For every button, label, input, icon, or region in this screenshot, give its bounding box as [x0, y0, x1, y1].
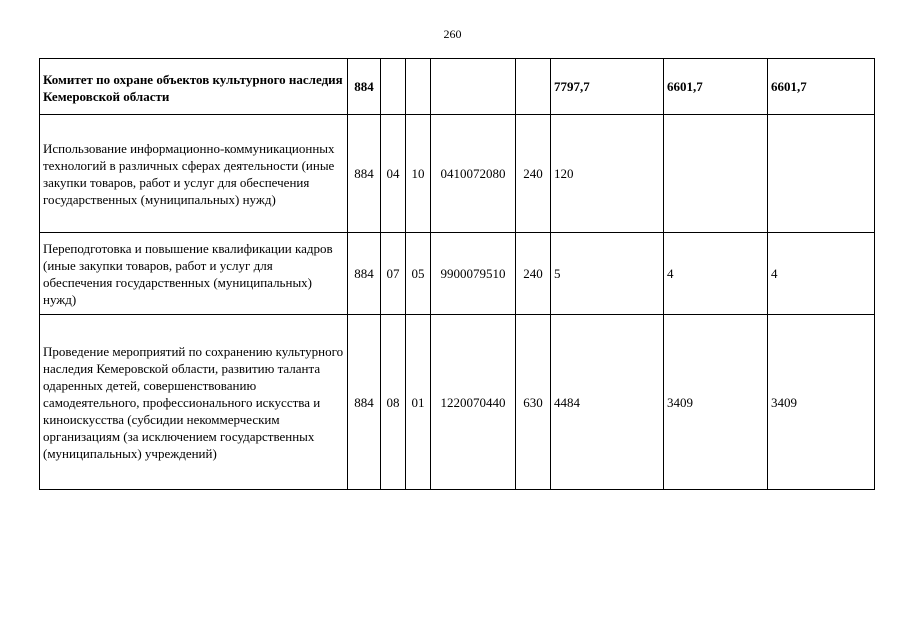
amount-year-1: 7797,7: [551, 59, 664, 115]
amount-year-1: 120: [551, 115, 664, 233]
subsection-code: [406, 59, 431, 115]
amount-year-3: 4: [768, 233, 875, 315]
expense-code: 240: [516, 115, 551, 233]
budget-table: [39, 58, 875, 490]
amount-year-3: 3409: [768, 315, 875, 490]
target-code: 0410072080: [431, 115, 516, 233]
dept-code: 884: [348, 59, 381, 115]
target-code: [431, 59, 516, 115]
expense-code: 240: [516, 233, 551, 315]
dept-code: 884: [348, 233, 381, 315]
subsection-code: 01: [406, 315, 431, 490]
amount-year-1: 5: [551, 233, 664, 315]
amount-year-2: [664, 115, 768, 233]
dept-code: 884: [348, 115, 381, 233]
table-row: [40, 233, 875, 315]
row-name: Переподготовка и повышение квалификации кадров (иные закупки товаров, работ и услуг для обеспечения государственных (муниципальных) нужд): [40, 233, 348, 315]
expense-code: [516, 59, 551, 115]
amount-year-2: 3409: [664, 315, 768, 490]
amount-year-3: [768, 115, 875, 233]
amount-year-2: 4: [664, 233, 768, 315]
table-row: [40, 59, 875, 115]
target-code: 1220070440: [431, 315, 516, 490]
dept-code: 884: [348, 315, 381, 490]
subsection-code: 05: [406, 233, 431, 315]
table-row: [40, 315, 875, 490]
page-number: 260: [443, 27, 462, 41]
row-name: Использование информационно-коммуникационных технологий в различных сферах деятельности (иные закупки товаров, работ и услуг для обеспечения государственных (муниципальных) нужд): [40, 115, 348, 233]
expense-code: 630: [516, 315, 551, 490]
amount-year-3: 6601,7: [768, 59, 875, 115]
target-code: 9900079510: [431, 233, 516, 315]
subsection-code: 10: [406, 115, 431, 233]
section-code: 07: [381, 233, 406, 315]
section-code: 08: [381, 315, 406, 490]
section-code: 04: [381, 115, 406, 233]
section-code: [381, 59, 406, 115]
table-row: [40, 115, 875, 233]
amount-year-2: 6601,7: [664, 59, 768, 115]
row-name: Комитет по охране объектов культурного наследия Кемеровской области: [40, 59, 348, 115]
amount-year-1: 4484: [551, 315, 664, 490]
row-name: Проведение мероприятий по сохранению культурного наследия Кемеровской области, развитию таланта одаренных детей, совершенствованию самодеятельного, профессионального искусства и киноискусства (субсидии некоммерческим организациям (за исключением государственных (муниципальных) учреждений): [40, 315, 348, 490]
